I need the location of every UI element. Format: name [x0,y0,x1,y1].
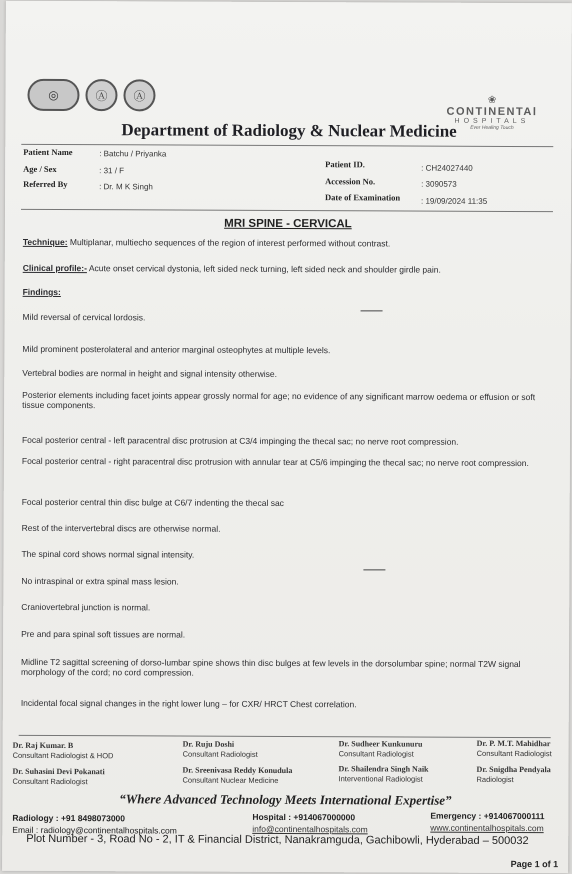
finding-item: Vertebral bodies are normal in height and signal intensity otherwise. [22,367,277,379]
doctor-entry: Dr. Ruju Doshi Consultant Radiologist [182,739,258,759]
findings-heading [23,287,61,297]
clinical-label: Clinical profile:- [22,262,87,274]
doctor-entry: Dr. Shailendra Singh Naik Interventional Radiologist [338,764,429,784]
technique-label: Technique: [22,236,68,248]
accreditation-logos [27,79,155,112]
report-title: MRI SPINE - CERVICAL [224,217,352,231]
referred-by-label: Referred By [23,178,68,190]
hospital-name: CONTINENTAl [446,105,538,119]
finding-item: No intraspinal or extra spinal mass lesion. [21,575,179,587]
accreditation-logo-2: Ⓐ [85,79,117,111]
finding-item: The spinal cord shows normal signal intensity. [21,548,195,560]
patient-name-label: Patient Name [23,146,73,158]
hospital-sub: HOSPITALS [454,117,530,126]
radiology-phone: Radiology : +91 8498073000 [12,812,126,824]
doctor-entry: Dr. Sudheer Kunkunuru Consultant Radiologist [338,739,423,759]
page-number: Page 1 of 1 [510,858,559,870]
age-sex-value: : 31 / F [99,166,125,176]
accession-value: : 3090573 [421,179,457,189]
exam-date-label: Date of Examination [325,192,401,203]
findings-label: Findings: [22,286,61,298]
clinical-text: Acute onset cervical dystonia, left sided neck turning, left sided neck and shoulder girdle pain. [86,263,441,275]
finding-item: Midline T2 sagittal screening of dorso-lumbar spine shows thin disc bulges at few levels in the dorsolumbar spine; normal T2W signal morphology of the cord; no cord compression. [20,656,521,678]
finding-item: Rest of the intervertebral discs are otherwise normal. [21,522,221,534]
patient-id-value: : CH24027440 [421,163,473,173]
doctor-entry: Dr. Snigdha Pendyala Radiologist [476,764,551,784]
website-link[interactable]: www.continentalhospitals.com [430,822,544,834]
clinical-line [23,263,441,275]
department-title: Department of Radiology & Nuclear Medicine [121,120,457,141]
finding-item: Focal posterior central thin disc bulge at C6/7 indenting the thecal sac [21,496,284,508]
referred-by-value: : Dr. M K Singh [99,182,153,192]
divider [19,735,551,738]
finding-item: Mild prominent posterolateral and anterior marginal osteophytes at multiple levels. [22,343,331,356]
technique-line [23,237,390,249]
finding-item: Focal posterior central - right paracentral disc protrusion with annular tear at C5/6 impinging the thecal sac; no nerve root compression. [21,455,529,469]
divider [21,144,553,147]
accreditation-logo-3: Ⓐ [123,79,155,111]
tagline: “Where Advanced Technology Meets International Expertise” [119,791,452,808]
hospital-tagline: Ever Healing Touch [470,124,514,131]
age-sex-label: Age / Sex [23,163,57,174]
patient-id-label: Patient ID. [325,159,365,170]
finding-item: Craniovertebral junction is normal. [21,601,151,613]
doctor-entry: Dr. P. M.T. Mahidhar Consultant Radiologist [476,738,552,759]
patient-name-value: : Batchu / Priyanka [99,149,167,159]
exam-date-value: : 19/09/2024 11:35 [421,196,488,206]
accreditation-logo-1: ◎ [27,79,79,111]
finding-item: Pre and para spinal soft tissues are normal. [21,628,186,640]
lotus-icon: ❀ [487,94,497,106]
finding-item: Posterior elements including facet joints appear grossly normal for age; no evidence of any significant marrow oedema or effusion or soft tissue components. [22,389,536,411]
doctor-entry: Dr. Suhasini Devi Pokanati Consultant Radiologist [12,766,105,787]
finding-item: Focal posterior central - left paracentral disc protrusion at C3/4 impinging the thecal sac; no nerve root compression. [21,434,459,447]
finding-item: Incidental focal signal changes in the right lower lung – for CXR/ HRCT Chest correlation. [20,697,357,710]
hospital-phone: Hospital : +914067000000 [252,811,356,823]
finding-item: Mild reversal of cervical lordosis. [22,311,146,323]
radiology-email[interactable]: Email : radiology@continentalhospitals.com [12,824,177,836]
report-page [2,1,572,873]
dash-mark [363,569,385,570]
address: Plot Number - 3, Road No - 2, IT & Financial District, Nanakramguda, Gachibowli, Hyderabad – 500032 [26,832,529,848]
hospital-email[interactable]: info@continentalhospitals.com [252,823,368,835]
dash-mark [361,310,383,311]
hospital-logo [446,95,537,131]
technique-text: Multiplanar, multiecho sequences of the region of interest performed without contrast. [67,237,391,249]
doctor-entry: Dr. Raj Kumar. B Consultant Radiologist & HOD [12,740,114,761]
emergency-phone: Emergency : +914067000111 [430,810,545,822]
accession-label: Accession No. [325,176,376,187]
divider [21,209,553,212]
doctor-entry: Dr. Sreenivasa Reddy Konudula Consultant Nuclear Medicine [182,765,293,785]
